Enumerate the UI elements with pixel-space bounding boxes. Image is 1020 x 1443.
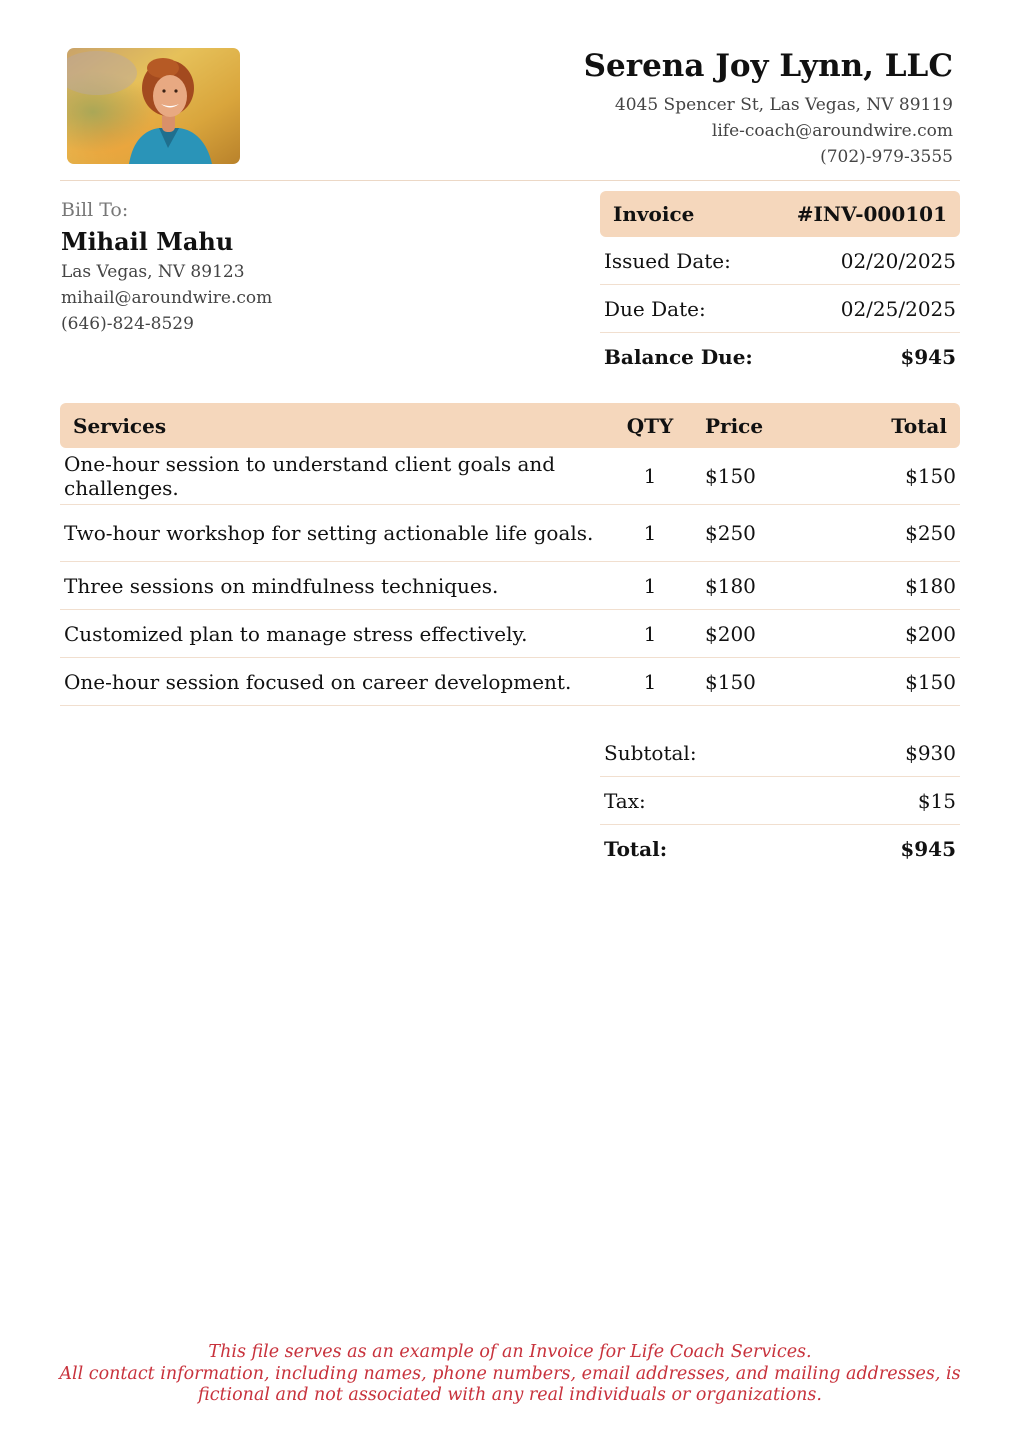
due-date-label: Due Date: <box>604 296 706 321</box>
invoice-number-header <box>600 191 960 237</box>
row-description: One-hour session to understand client goals and challenges. <box>64 452 556 500</box>
row-qty: 1 <box>643 573 657 598</box>
bill-to-label: Bill To: <box>61 199 129 221</box>
table-row <box>60 505 960 562</box>
table-row <box>60 448 960 505</box>
balance-due-value: $945 <box>900 344 956 369</box>
disclaimer-line-1: This file serves as an example of an Invoice for Life Coach Services. <box>208 1342 812 1362</box>
table-row <box>60 658 960 706</box>
company-name: Serena Joy Lynn, LLC <box>583 48 953 84</box>
header-total: Total <box>891 413 947 438</box>
company-phone: (702)-979-3555 <box>820 147 953 167</box>
balance-due-label: Balance Due: <box>604 344 753 369</box>
services-table <box>60 403 960 706</box>
row-price: $180 <box>705 573 756 598</box>
invoice-number: #INV-000101 <box>796 202 947 226</box>
row-description: Three sessions on mindfulness techniques. <box>64 573 499 598</box>
disclaimer-line-3: fictional and not associated with any real individuals or organizations. <box>198 1385 822 1405</box>
row-total: $150 <box>905 669 956 694</box>
row-price: $150 <box>705 464 756 488</box>
row-total: $180 <box>905 573 956 598</box>
client-name: Mihail Mahu <box>61 227 234 256</box>
bill-to-section <box>61 197 272 337</box>
client-email[interactable]: mihail@aroundwire.com <box>61 288 273 308</box>
client-address: Las Vegas, NV 89123 <box>61 262 245 282</box>
totals-section <box>600 729 960 872</box>
grand-total-value: $945 <box>900 836 956 861</box>
row-price: $250 <box>705 521 756 545</box>
services-table-header <box>60 403 960 448</box>
tax-row <box>600 777 960 825</box>
issued-date-value: 02/20/2025 <box>840 248 956 273</box>
row-price: $200 <box>705 621 756 646</box>
tax-label: Tax: <box>604 788 646 813</box>
invoice-label: Invoice <box>613 202 695 226</box>
disclaimer-note <box>30 1342 990 1407</box>
table-row <box>60 610 960 658</box>
header-price: Price <box>705 413 764 438</box>
row-description: One-hour session focused on career development. <box>64 669 572 694</box>
row-qty: 1 <box>643 521 657 545</box>
issued-date-row <box>600 237 960 285</box>
header-services: Services <box>73 413 167 438</box>
subtotal-row <box>600 729 960 777</box>
header-qty: QTY <box>626 413 674 438</box>
balance-due-row <box>600 333 960 380</box>
disclaimer-line-2: All contact information, including names, phone numbers, email addresses, and mailing addresses, is <box>59 1363 961 1384</box>
due-date-row <box>600 285 960 333</box>
company-email[interactable]: life-coach@aroundwire.com <box>711 121 953 141</box>
row-qty: 1 <box>643 464 657 488</box>
table-row <box>60 562 960 610</box>
row-qty: 1 <box>643 621 657 646</box>
grand-total-row <box>600 825 960 872</box>
header-divider <box>60 180 960 181</box>
client-phone: (646)-824-8529 <box>61 314 194 334</box>
subtotal-value: $930 <box>905 740 956 765</box>
subtotal-label: Subtotal: <box>604 740 697 765</box>
row-total: $150 <box>905 464 956 488</box>
issued-date-label: Issued Date: <box>604 248 731 273</box>
grand-total-label: Total: <box>604 836 668 861</box>
row-description: Customized plan to manage stress effectively. <box>64 621 528 646</box>
row-description: Two-hour workshop for setting actionable life goals. <box>64 521 594 545</box>
company-info <box>584 46 953 170</box>
tax-value: $15 <box>917 788 956 813</box>
company-address: 4045 Spencer St, Las Vegas, NV 89119 <box>614 95 953 115</box>
due-date-value: 02/25/2025 <box>840 296 956 321</box>
company-logo-portrait <box>67 48 240 164</box>
row-total: $200 <box>905 621 956 646</box>
invoice-meta <box>600 191 960 380</box>
row-qty: 1 <box>643 669 657 694</box>
row-total: $250 <box>905 521 956 545</box>
row-price: $150 <box>705 669 756 694</box>
